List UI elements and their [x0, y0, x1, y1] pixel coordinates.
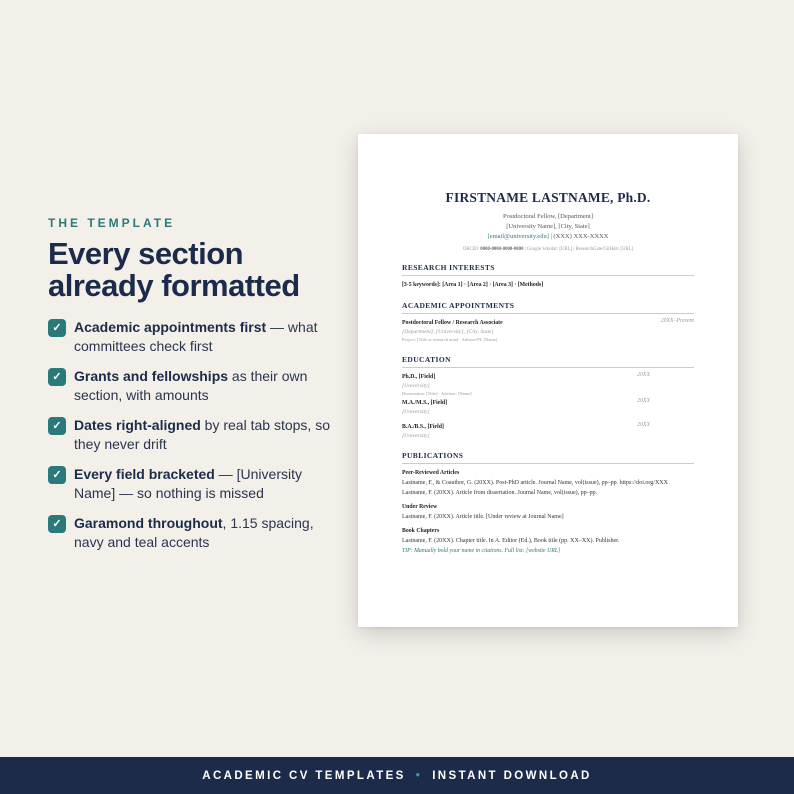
- cv-name: FIRSTNAME LASTNAME, Ph.D.: [445, 190, 651, 205]
- education-university: [University]: [402, 409, 430, 415]
- education-university: [University]: [402, 383, 430, 389]
- education-row: [402, 372, 694, 382]
- feature-rest: by real tab stops, so they never drift: [74, 417, 330, 452]
- feature-bold: Every field bracketed: [74, 466, 215, 482]
- pub-entry: Lastname, F. (20XX). Article title. [Under review at Journal Name]: [402, 514, 564, 520]
- feature-rest: — what committees check first: [74, 319, 318, 354]
- education-degree: Ph.D., [Field]: [402, 374, 436, 380]
- pub-subheading-peer: Peer-Reviewed Articles: [402, 470, 460, 476]
- cv-tip: TIP: Manually bold your name in citations. Full list: [website URL]: [402, 548, 561, 554]
- section-title-appointments: ACADEMIC APPOINTMENTS: [402, 301, 694, 314]
- education-year: 20XX: [637, 372, 650, 378]
- checkmark-icon: ✓: [48, 368, 66, 386]
- pub-entry: Lastname, F. (20XX). Chapter title. In A. Editor (Ed.), Book title (pp. XX–XX). Publisher.: [402, 538, 620, 544]
- cv-ids-rest: | Google Scholar: [URL] | ResearchGate/GitHub: [URL]: [523, 247, 634, 252]
- section-title-education: EDUCATION: [402, 355, 694, 368]
- cv-ids-prefix: ORCID:: [462, 247, 481, 252]
- research-keywords: [3-5 keywords]: [Area 1] · [Area 2] · [Area 3] · [Methods]: [402, 282, 544, 288]
- education-row: [402, 398, 694, 408]
- cv-phone: | (XXX) XXX-XXXX: [548, 233, 609, 240]
- education-university: [University]: [402, 433, 430, 439]
- feature-item: [48, 318, 338, 356]
- feature-bold: Dates right-aligned: [74, 417, 201, 433]
- feature-text: [74, 514, 338, 552]
- feature-bold: Academic appointments first: [74, 319, 267, 335]
- appointment-row: [402, 318, 694, 328]
- feature-rest: — [University Name] — so nothing is missed: [74, 466, 302, 501]
- appointment-role: Postdoctoral Fellow / Research Associate: [402, 320, 503, 326]
- education-detail: Dissertation: [Title] · Advisor: [Name]: [402, 391, 472, 396]
- feature-text: [74, 318, 338, 356]
- feature-bold: Garamond throughout: [74, 515, 223, 531]
- feature-text: [74, 367, 338, 405]
- education-degree: B.A./B.S., [Field]: [402, 424, 444, 430]
- headline-line-1: Every section: [48, 236, 244, 271]
- appointment-dept: [Department], [University], [City, State]: [402, 329, 494, 335]
- education-degree: M.A./M.S., [Field]: [402, 400, 448, 406]
- cv-preview-page: [358, 134, 738, 627]
- education-row: [402, 422, 694, 432]
- feature-text: [74, 416, 338, 454]
- feature-item: [48, 416, 338, 454]
- cv-contact: [402, 232, 694, 242]
- feature-panel: [48, 216, 338, 563]
- footer-banner: [0, 757, 794, 794]
- headline: [48, 238, 338, 302]
- cv-orcid: 0000-0000-0000-0000: [480, 247, 524, 252]
- education-year: 20XX: [637, 422, 650, 428]
- checkmark-icon: ✓: [48, 319, 66, 337]
- footer-separator: •: [415, 769, 423, 782]
- pub-entry: Lastname, F., & Coauthor, G. (20XX). Post-PhD article. Journal Name, vol(issue), pp–pp. https://doi.org/XXX: [402, 480, 668, 486]
- cv-identifiers: [402, 247, 694, 252]
- pub-entry: Lastname, F. (20XX). Article from dissertation. Journal Name, vol(issue), pp–pp.: [402, 490, 598, 496]
- feature-item: [48, 514, 338, 552]
- feature-item: [48, 367, 338, 405]
- footer-right-text: INSTANT DOWNLOAD: [432, 769, 592, 782]
- feature-text: [74, 465, 338, 503]
- checkmark-icon: ✓: [48, 466, 66, 484]
- pub-subheading-chapters: Book Chapters: [402, 528, 440, 534]
- footer-left-text: ACADEMIC CV TEMPLATES: [202, 769, 406, 782]
- checkmark-icon: ✓: [48, 515, 66, 533]
- pub-subheading-review: Under Review: [402, 504, 438, 510]
- appointment-project: Project: [Title or research area] · Advisor/PI: [Name]: [402, 337, 498, 342]
- feature-bold: Grants and fellowships: [74, 368, 229, 384]
- feature-rest: as their own section, with amounts: [74, 368, 308, 403]
- eyebrow-label: THE TEMPLATE: [48, 216, 176, 230]
- checkmark-icon: ✓: [48, 417, 66, 435]
- section-title-publications: PUBLICATIONS: [402, 451, 694, 464]
- feature-item: [48, 465, 338, 503]
- section-title-research: RESEARCH INTERESTS: [402, 263, 694, 276]
- cv-university: [University Name], [City, State]: [506, 223, 590, 230]
- feature-rest: , 1.15 spacing, navy and teal accents: [74, 515, 314, 550]
- headline-line-2: already formatted: [48, 268, 300, 303]
- cv-email: [email@university.edu]: [487, 233, 549, 240]
- cv-position: Postdoctoral Fellow, [Department]: [502, 213, 594, 220]
- appointment-dates: 20XX–Present: [660, 318, 694, 324]
- education-year: 20XX: [637, 398, 650, 404]
- feature-list: [48, 318, 338, 552]
